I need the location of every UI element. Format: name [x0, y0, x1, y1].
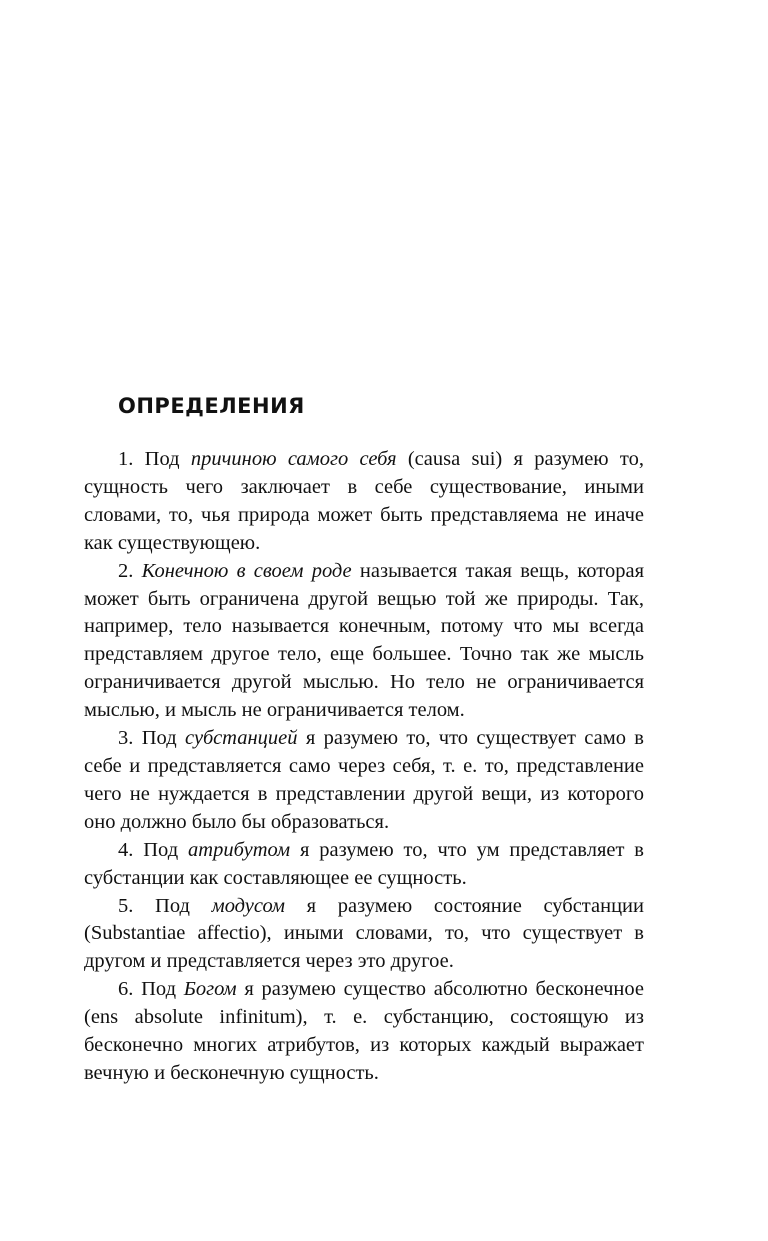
page-body — [84, 394, 644, 1088]
definition-prefix: 2. — [118, 559, 142, 582]
definition-text: я разумею то, что ум представляет в субстанции как составляющее ее сущность. — [84, 838, 644, 889]
definition-2 — [84, 558, 644, 725]
definition-term: атрибутом — [188, 838, 291, 861]
definition-prefix: 3. Под — [118, 727, 185, 750]
definition-text: я разумею состояние субстанции (Substantiae affectio), иными словами, то, что существует в другом и представляется через это другое. — [84, 894, 644, 973]
definition-3 — [84, 725, 644, 837]
definition-term: модусом — [211, 894, 286, 917]
definition-term: причиною самого себя — [190, 448, 397, 470]
definition-text: называется такая вещь, которая может быть ограничена другой вещью той же природы. Так, например, тело называется конечным, потому что мы всегда представляем другое тело, еще большее. Точно так же мысль ограничивается другой мыслью. Но тело не ограничивается мыслью, и мысль не ограничивается телом. — [84, 559, 644, 722]
definition-text: я разумею существо абсолютно бесконечное (ens absolute infinitum), т. е. субстанцию, состоящую из бесконечно многих атрибутов, из которых каждый выражает вечную и бесконечную сущность. — [84, 978, 644, 1084]
definition-6 — [84, 976, 644, 1088]
definition-prefix: 6. Под — [118, 978, 184, 1001]
definition-1 — [84, 446, 644, 558]
definition-term: субстанцией — [184, 727, 298, 750]
definition-5 — [84, 893, 644, 977]
section-heading: ОПРЕДЕЛЕНИЯ — [118, 394, 305, 418]
definition-4 — [84, 837, 644, 893]
definition-prefix: 4. Под — [118, 838, 189, 861]
definition-prefix: 1. Под — [118, 448, 191, 470]
definition-prefix: 5. Под — [118, 894, 212, 917]
definition-term: Конечною в своем роде — [141, 559, 352, 582]
definition-text: я разумею то, что существует само в себе и представляется само через себя, т. е. то, представление чего не нуждается в представлении другой вещи, из которого оно должно было бы образоваться. — [84, 727, 644, 833]
definition-text: (causa sui) я разумею то, сущность чего заключает в себе существование, иными словами, то, чья природа может быть представляема не иначе как существующею. — [84, 448, 644, 554]
definition-term: Богом — [183, 978, 237, 1001]
